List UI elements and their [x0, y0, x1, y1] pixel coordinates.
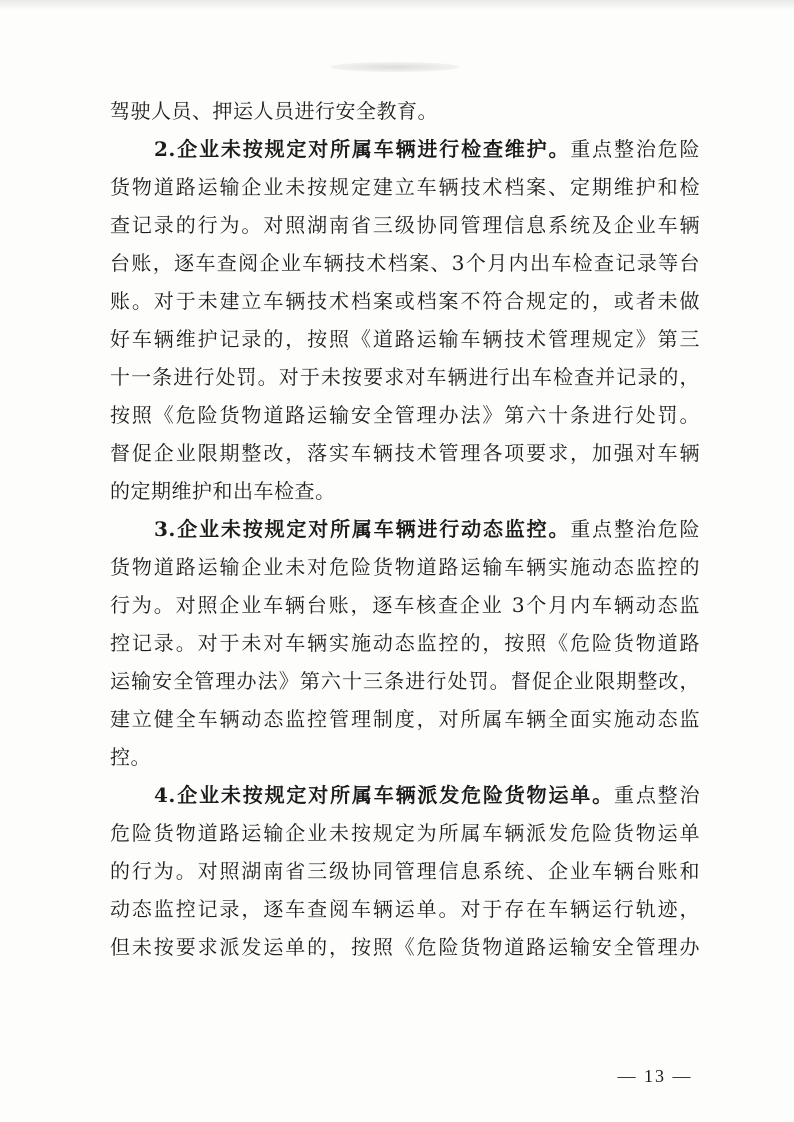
- text-line: 货物道路运输企业未按规定建立车辆技术档案、定期维护和检: [110, 175, 700, 199]
- text-line: 危险货物道路运输企业未按规定为所属车辆派发危险货物运单: [110, 821, 700, 845]
- page-number: — 13 —: [617, 1066, 693, 1086]
- text-line: 控。: [110, 745, 151, 769]
- text-line: 运输安全管理办法》第六十三条进行处罚。督促企业限期整改，: [110, 669, 700, 693]
- text-line: 台账，逐车查阅企业车辆技术档案、3个月内出车检查记录等台: [110, 251, 700, 275]
- text-line: 行为。对照企业车辆台账，逐车核查企业 3个月内车辆动态监: [110, 593, 700, 617]
- paragraph-heading-line: 4.企业未按规定对所属车辆派发危险货物运单。重点整治: [154, 783, 700, 807]
- text-line: 动态监控记录，逐车查阅车辆运单。对于存在车辆运行轨迹，: [110, 897, 700, 921]
- scan-smudge: [330, 62, 460, 72]
- text-line: 驾驶人员、押运人员进行安全教育。: [110, 99, 438, 123]
- text-line: 按照《危险货物道路运输安全管理办法》第六十条进行处罚。: [110, 403, 700, 427]
- body-text: [110, 92, 700, 966]
- text-line: 好车辆维护记录的，按照《道路运输车辆技术管理规定》第三: [110, 327, 700, 351]
- text-line: 督促企业限期整改，落实车辆技术管理各项要求，加强对车辆: [110, 441, 700, 465]
- text-line: 控记录。对于未对车辆实施动态监控的，按照《危险货物道路: [110, 631, 700, 655]
- text-line: 十一条进行处罚。对于未按要求对车辆进行出车检查并记录的，: [110, 365, 700, 389]
- text-line: 但未按要求派发运单的，按照《危险货物道路运输安全管理办: [110, 935, 700, 959]
- text-line: 查记录的行为。对照湖南省三级协同管理信息系统及企业车辆: [110, 213, 700, 237]
- section-heading: 2.企业未按规定对所属车辆进行检查维护。: [154, 137, 571, 161]
- text-line: 的行为。对照湖南省三级协同管理信息系统、企业车辆台账和: [110, 859, 700, 883]
- text-line: 的定期维护和出车检查。: [110, 479, 336, 503]
- text-line: 货物道路运输企业未对危险货物道路运输车辆实施动态监控的: [110, 555, 700, 579]
- paragraph-heading-line: 3.企业未按规定对所属车辆进行动态监控。重点整治危险: [154, 517, 701, 541]
- text-line: 账。对于未建立车辆技术档案或档案不符合规定的，或者未做: [110, 289, 700, 313]
- paragraph-heading-line: 2.企业未按规定对所属车辆进行检查维护。重点整治危险: [154, 137, 701, 161]
- scan-edge: [0, 0, 794, 10]
- text-line: 建立健全车辆动态监控管理制度，对所属车辆全面实施动态监: [110, 707, 700, 731]
- section-heading: 3.企业未按规定对所属车辆进行动态监控。: [154, 517, 571, 541]
- section-heading: 4.企业未按规定对所属车辆派发危险货物运单。: [154, 783, 614, 807]
